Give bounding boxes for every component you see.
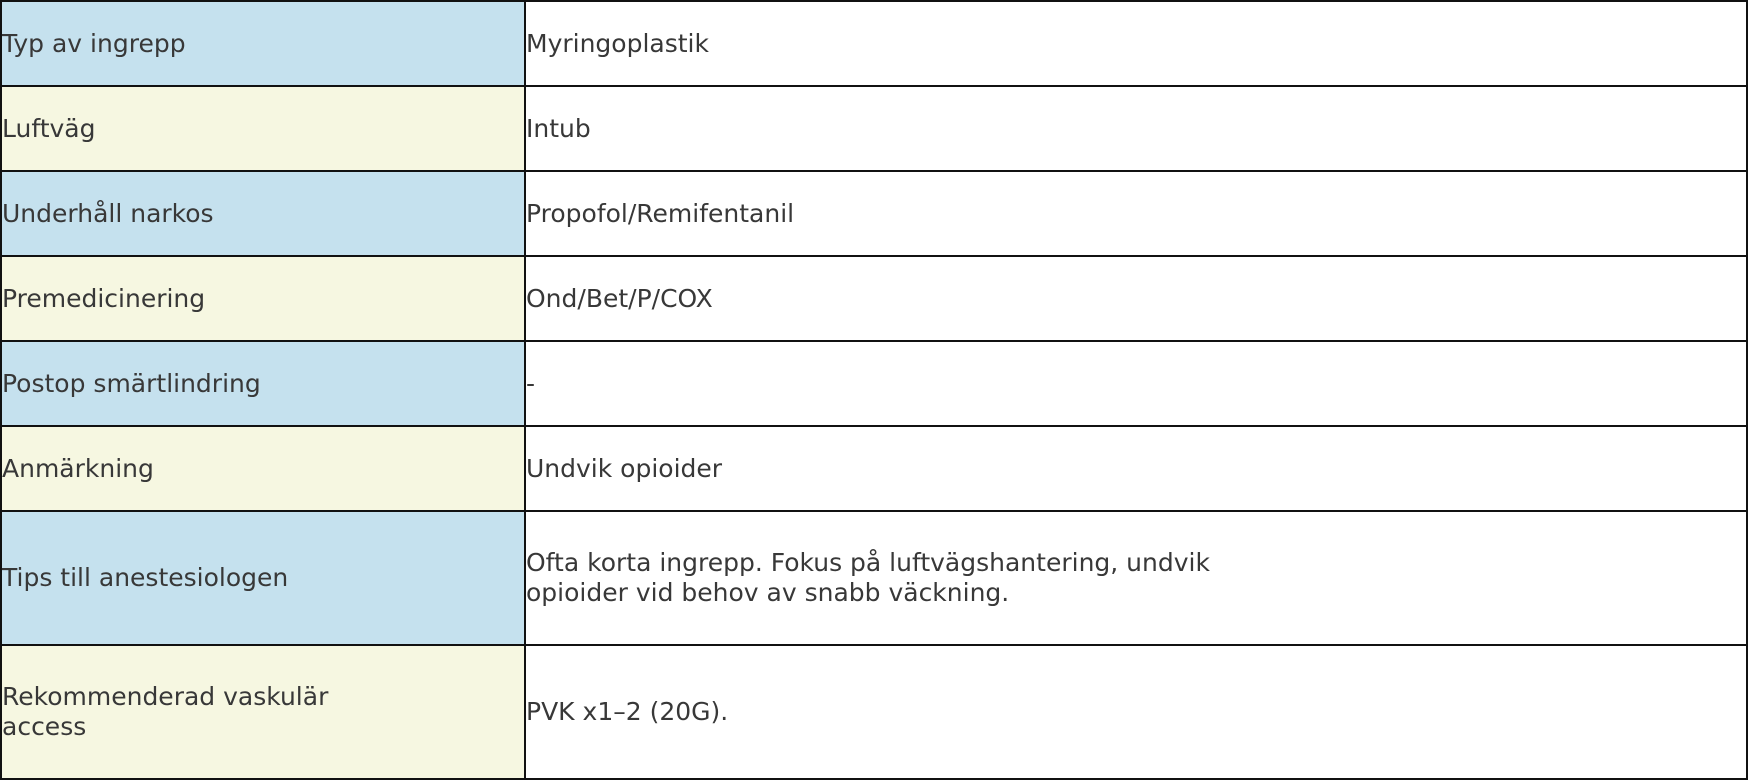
row-label-text: Anmärkning [2, 453, 154, 483]
table-row [1, 171, 1747, 256]
row-label [1, 1, 525, 86]
row-value-text: PVK x1–2 (20G). [526, 697, 729, 726]
row-value-text: Undvik opioider [526, 453, 723, 483]
row-value [525, 171, 1747, 256]
table-row [1, 511, 1747, 645]
table-row [1, 86, 1747, 171]
row-value-text: Ofta korta ingrepp. Fokus på luftvägshantering, undvik opioider vid behov av snabb väckning. [526, 548, 1210, 607]
row-value-text: Ond/Bet/P/COX [526, 283, 713, 313]
row-label [1, 645, 525, 779]
row-label [1, 86, 525, 171]
row-label-text: Postop smärtlindring [2, 368, 261, 398]
row-label [1, 171, 525, 256]
row-label [1, 511, 525, 645]
row-value [525, 341, 1747, 426]
row-value [525, 645, 1747, 779]
row-value-text: Intub [526, 113, 591, 143]
row-value-text: - [526, 368, 536, 398]
table-row [1, 256, 1747, 341]
row-label-text: Luftväg [2, 113, 96, 143]
table-row [1, 341, 1747, 426]
row-value [525, 86, 1747, 171]
row-label-text: Underhåll narkos [2, 198, 214, 228]
table-row [1, 426, 1747, 511]
table-row [1, 1, 1747, 86]
row-value [525, 426, 1747, 511]
row-value [525, 511, 1747, 645]
row-label-text: Premedicinering [2, 283, 206, 313]
row-value-text: Myringoplastik [526, 28, 709, 58]
row-label [1, 256, 525, 341]
row-value [525, 1, 1747, 86]
row-label-text: Typ av ingrepp [2, 28, 186, 58]
row-label [1, 341, 525, 426]
row-label [1, 426, 525, 511]
row-value [525, 256, 1747, 341]
row-value-text: Propofol/Remifentanil [526, 198, 795, 228]
table-row [1, 645, 1747, 779]
row-label-text: Tips till anestesiologen [2, 563, 289, 592]
row-label-text: Rekommenderad vaskulär access [2, 682, 329, 741]
